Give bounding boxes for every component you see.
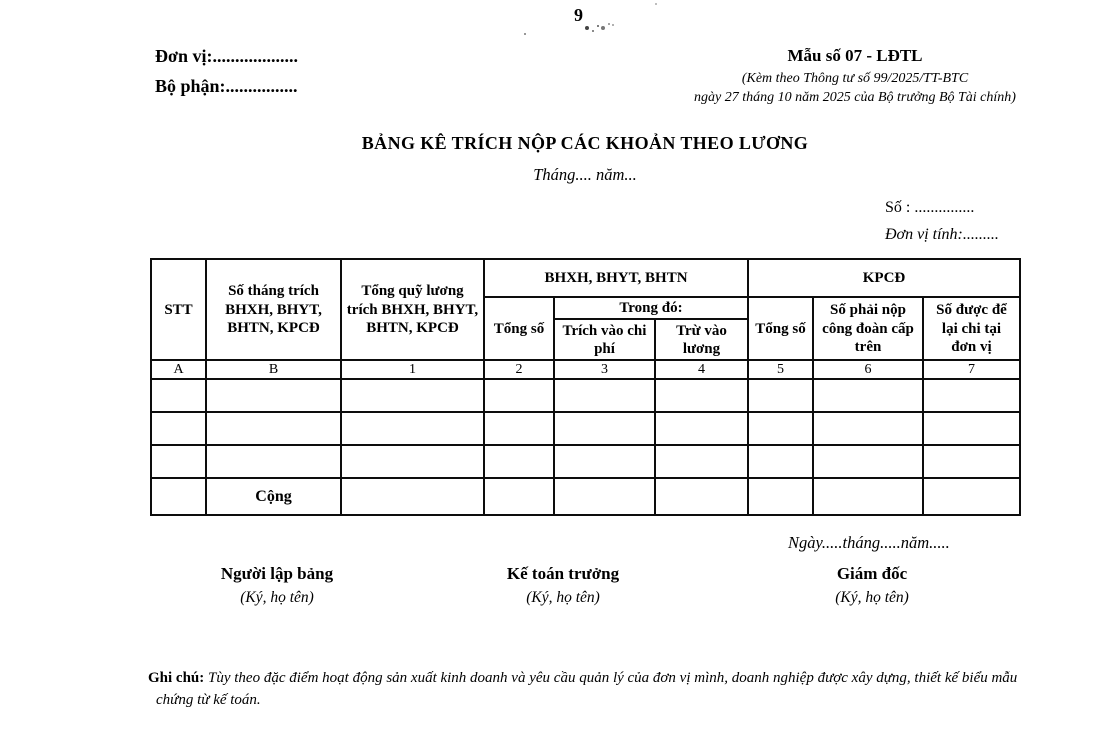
org-header-block	[155, 46, 298, 106]
empty-cell	[341, 379, 484, 412]
empty-cell	[151, 379, 206, 412]
salary-deduction-table	[150, 258, 1021, 516]
form-reference-block	[600, 46, 1104, 107]
table-row	[151, 379, 1020, 412]
col-header-bhxh-total: Tổng số	[484, 297, 554, 360]
serial-number-line: Số : ...............	[885, 199, 975, 216]
empty-cell	[341, 478, 484, 515]
empty-cell	[341, 445, 484, 478]
empty-cell	[655, 412, 748, 445]
empty-cell	[554, 379, 655, 412]
footnote	[148, 667, 1056, 711]
title-block	[150, 133, 1020, 185]
document-title: BẢNG KÊ TRÍCH NỘP CÁC KHOẢN THEO LƯƠNG	[361, 133, 809, 153]
empty-cell	[554, 412, 655, 445]
table-row	[151, 445, 1020, 478]
sub-header-trong-do: Trong đó:	[554, 297, 748, 319]
meta-block	[885, 199, 999, 253]
group-header-bhxh-bhyt-bhtn: BHXH, BHYT, BHTN	[484, 259, 748, 297]
unit-of-measure-line: Đơn vị tính:.........	[885, 226, 999, 243]
index-cell: A	[151, 360, 206, 379]
signature-note: (Ký, họ tên)	[240, 589, 314, 606]
empty-cell	[206, 412, 341, 445]
index-cell: 4	[655, 360, 748, 379]
form-circular-line2: ngày 27 tháng 10 năm 2025 của Bộ trưởng Bộ Tài chính)	[694, 90, 1016, 105]
empty-cell	[341, 412, 484, 445]
empty-cell	[151, 478, 206, 515]
empty-cell	[554, 478, 655, 515]
unit-line: Đơn vị:...................	[155, 46, 298, 66]
signature-block-director	[742, 564, 1002, 607]
col-header-charged-to-expense: Trích vào chi phí	[554, 319, 655, 360]
empty-cell	[655, 379, 748, 412]
col-header-stt: STT	[151, 259, 206, 360]
col-header-retained-at-unit: Số được để lại chi tại đơn vị	[923, 297, 1020, 360]
table-row	[151, 412, 1020, 445]
signature-title: Giám đốc	[836, 564, 908, 583]
empty-cell	[923, 478, 1020, 515]
col-header-deducted-from-salary: Trừ vào lương	[655, 319, 748, 360]
signature-block-preparer	[147, 564, 407, 607]
empty-cell	[748, 445, 813, 478]
empty-cell	[484, 379, 554, 412]
signature-date-line: Ngày.....tháng.....năm.....	[788, 533, 950, 552]
form-number: Mẫu số 07 - LĐTL	[787, 46, 923, 65]
form-circular-line1: (Kèm theo Thông tư số 99/2025/TT-BTC	[741, 71, 969, 86]
col-header-kpcd-total: Tổng số	[748, 297, 813, 360]
col-header-payable-upper-union: Số phải nộp công đoàn cấp trên	[813, 297, 923, 360]
signature-block-chief-accountant	[433, 564, 693, 607]
empty-cell	[655, 478, 748, 515]
index-cell: 6	[813, 360, 923, 379]
empty-cell	[813, 478, 923, 515]
index-cell: B	[206, 360, 341, 379]
total-label: Cộng	[206, 478, 341, 515]
period-line: Tháng.... năm...	[533, 165, 637, 184]
col-header-months-deducted: Số tháng trích BHXH, BHYT, BHTN, KPCĐ	[206, 259, 341, 360]
empty-cell	[923, 412, 1020, 445]
empty-cell	[813, 445, 923, 478]
footnote-label: Ghi chú:	[148, 670, 205, 686]
index-cell: 2	[484, 360, 554, 379]
page-number: 9	[574, 5, 583, 25]
signature-note: (Ký, họ tên)	[526, 589, 600, 606]
column-index-row	[151, 360, 1020, 379]
empty-cell	[206, 379, 341, 412]
empty-cell	[151, 412, 206, 445]
index-cell: 5	[748, 360, 813, 379]
signature-title: Người lập bảng	[220, 564, 334, 583]
empty-cell	[813, 412, 923, 445]
total-row	[151, 478, 1020, 515]
empty-cell	[484, 478, 554, 515]
index-cell: 1	[341, 360, 484, 379]
signature-title: Kế toán trưởng	[506, 564, 620, 583]
group-header-kpcd: KPCĐ	[748, 259, 1020, 297]
empty-cell	[655, 445, 748, 478]
footnote-text: Tùy theo đặc điểm hoạt động sản xuất kinh doanh và yêu cầu quản lý của đơn vị mình, doanh nghiệp được xây dựng, thiết kế biểu mẫu chứng từ kế toán.	[156, 670, 1018, 708]
empty-cell	[151, 445, 206, 478]
signature-note: (Ký, họ tên)	[835, 589, 909, 606]
empty-cell	[748, 478, 813, 515]
empty-cell	[554, 445, 655, 478]
empty-cell	[748, 412, 813, 445]
index-cell: 7	[923, 360, 1020, 379]
empty-cell	[813, 379, 923, 412]
empty-cell	[206, 445, 341, 478]
col-header-total-salary-fund: Tổng quỹ lương trích BHXH, BHYT, BHTN, KPCĐ	[341, 259, 484, 360]
department-line: Bộ phận:................	[155, 76, 298, 96]
index-cell: 3	[554, 360, 655, 379]
empty-cell	[923, 379, 1020, 412]
empty-cell	[748, 379, 813, 412]
empty-cell	[484, 412, 554, 445]
scan-smudge-artifact	[524, 33, 526, 35]
empty-cell	[484, 445, 554, 478]
empty-cell	[923, 445, 1020, 478]
